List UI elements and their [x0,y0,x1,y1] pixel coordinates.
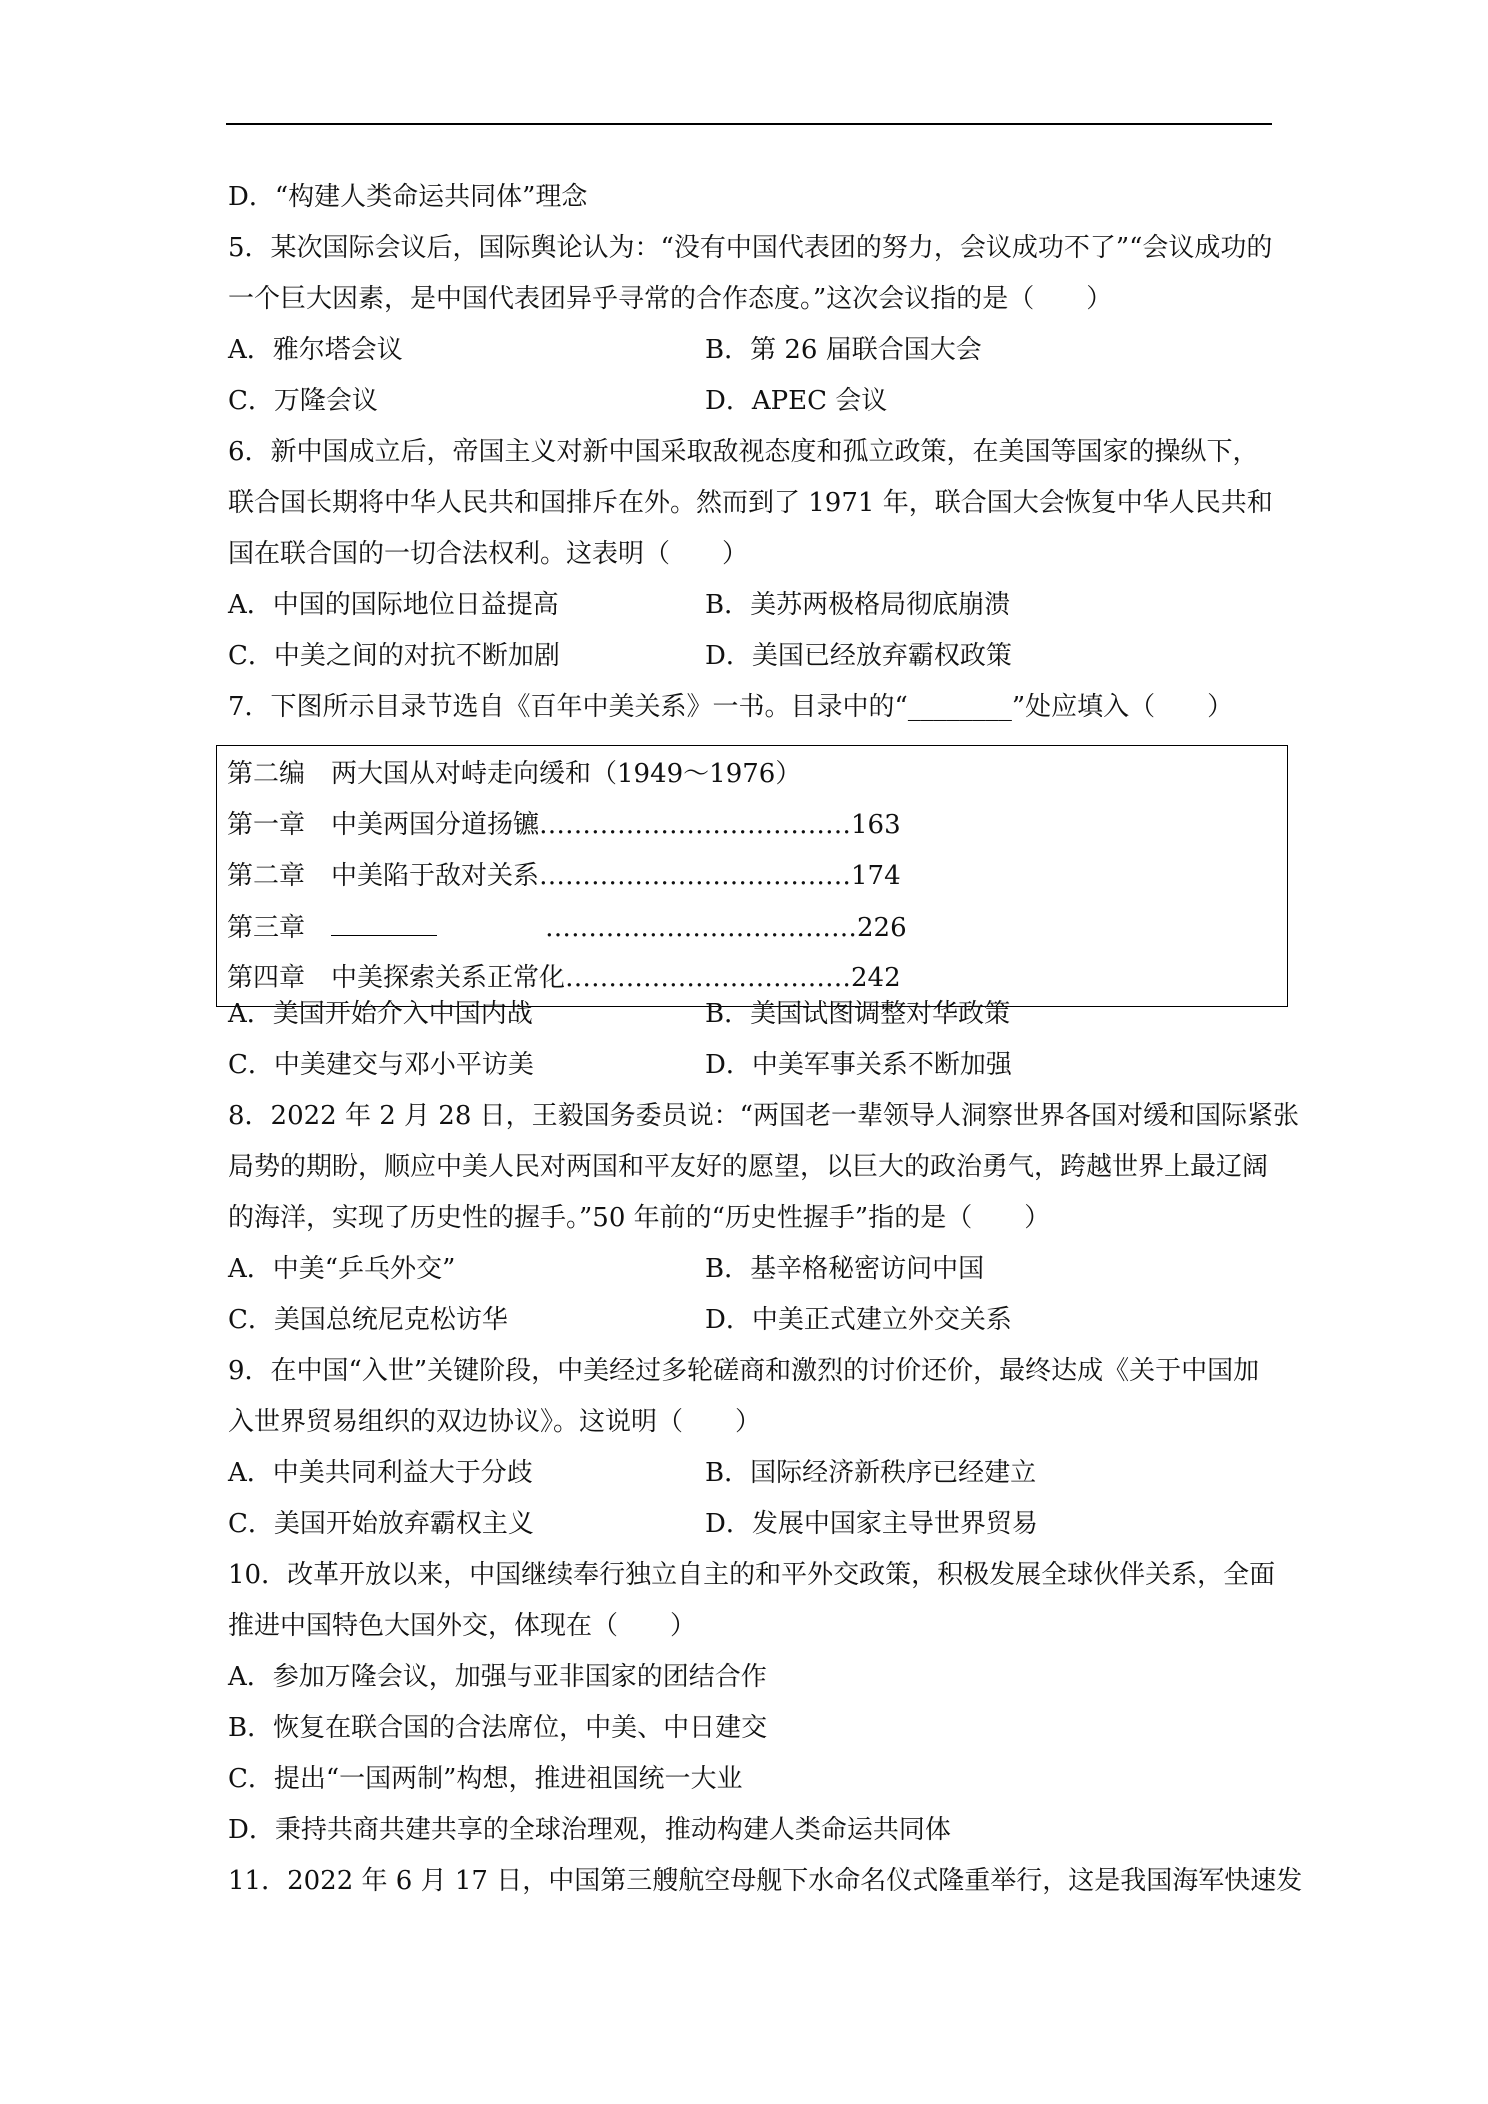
q10-option-b: B．恢复在联合国的合法席位，中美、中日建交 [228,1713,768,1743]
q7-option-a: A．美国开始介入中国内战 [228,999,533,1029]
q5-stem-1: 5．某次国际会议后，国际舆论认为：“没有中国代表团的努力，会议成功不了”“会议成功的 [228,233,1273,263]
q10-option-c: C．提出“一国两制”构想，推进祖国统一大业 [228,1764,743,1794]
q6-stem-1: 6．新中国成立后，帝国主义对新中国采取敌视态度和孤立政策，在美国等国家的操纵下， [228,437,1259,467]
toc-chapter-4: 第四章 中美探索关系正常化……………………………242 [227,963,901,993]
q8-stem-2: 局势的期盼，顺应中美人民对两国和平友好的愿望，以巨大的政治勇气，跨越世界上最辽阔 [228,1152,1269,1182]
q7-option-c: C．中美建交与邓小平访美 [228,1050,534,1080]
q5-option-c: C．万隆会议 [228,386,378,416]
q8-option-d: D．中美正式建立外交关系 [705,1305,1012,1335]
q10-stem-2: 推进中国特色大国外交，体现在（ ） [228,1611,697,1641]
q8-stem-1: 8．2022 年 2 月 28 日，王毅国务委员说：“两国老一辈领导人洞察世界各国对缓和国际紧张 [228,1101,1299,1131]
toc-chapter-3 [227,911,907,944]
q9-option-b: B．国际经济新秩序已经建立 [705,1458,1037,1488]
q8-stem-3: 的海洋，实现了历史性的握手。”50 年前的“历史性握手”指的是（ ） [228,1203,1051,1233]
toc-chapter-3-dots: ………………………………226 [545,913,907,943]
q10-stem-1: 10．改革开放以来，中国继续奉行独立自主的和平外交政策，积极发展全球伙伴关系，全面 [228,1560,1276,1590]
q10-option-d: D．秉持共商共建共享的全球治理观，推动构建人类命运共同体 [228,1815,951,1845]
q8-option-a: A．中美“乒乓外交” [228,1254,456,1284]
q9-stem-1: 9．在中国“入世”关键阶段，中美经过多轮磋商和激烈的讨价还价，最终达成《关于中国加 [228,1356,1260,1386]
toc-chapter-2: 第二章 中美陷于敌对关系………………………………174 [227,861,901,891]
q4-option-d: D．“构建人类命运共同体”理念 [228,182,588,212]
q7-option-d: D．中美军事关系不断加强 [705,1050,1012,1080]
q10-option-a: A．参加万隆会议，加强与亚非国家的团结合作 [228,1662,767,1692]
q6-option-b: B．美苏两极格局彻底崩溃 [705,590,1011,620]
q11-stem-1: 11．2022 年 6 月 17 日，中国第三艘航空母舰下水命名仪式隆重举行，这是我国海军快速发 [228,1866,1303,1896]
toc-blank [331,911,437,936]
q6-stem-2: 联合国长期将中华人民共和国排斥在外。然而到了 1971 年，联合国大会恢复中华人民共和 [228,488,1273,518]
q9-stem-2: 入世界贸易组织的双边协议》。这说明（ ） [228,1407,762,1437]
toc-chapter-1: 第一章 中美两国分道扬镳………………………………163 [227,810,901,840]
toc-part-title: 第二编 两大国从对峙走向缓和（1949～1976） [227,759,802,789]
q6-option-d: D．美国已经放弃霸权政策 [705,641,1012,671]
q8-option-c: C．美国总统尼克松访华 [228,1305,508,1335]
q9-option-a: A．中美共同利益大于分歧 [228,1458,533,1488]
table-of-contents-box [216,745,1288,1007]
q5-option-d: D．APEC 会议 [705,386,888,416]
q6-stem-3: 国在联合国的一切合法权利。这表明（ ） [228,539,749,569]
toc-chapter-3-label: 第三章 [227,913,332,943]
q9-option-d: D．发展中国家主导世界贸易 [705,1509,1038,1539]
q7-option-b: B．美国试图调整对华政策 [705,999,1011,1029]
q7-stem: 7．下图所示目录节选自《百年中美关系》一书。目录中的“________”处应填入（ ） [228,692,1234,722]
q5-option-a: A．雅尔塔会议 [228,335,403,365]
q5-option-b: B．第 26 届联合国大会 [705,335,982,365]
q6-option-c: C．中美之间的对抗不断加剧 [228,641,560,671]
q9-option-c: C．美国开始放弃霸权主义 [228,1509,534,1539]
q6-option-a: A．中国的国际地位日益提高 [228,590,559,620]
header-rule [226,123,1272,125]
q8-option-b: B．基辛格秘密访问中国 [705,1254,985,1284]
q5-stem-2: 一个巨大因素，是中国代表团异乎寻常的合作态度。”这次会议指的是（ ） [228,284,1113,314]
